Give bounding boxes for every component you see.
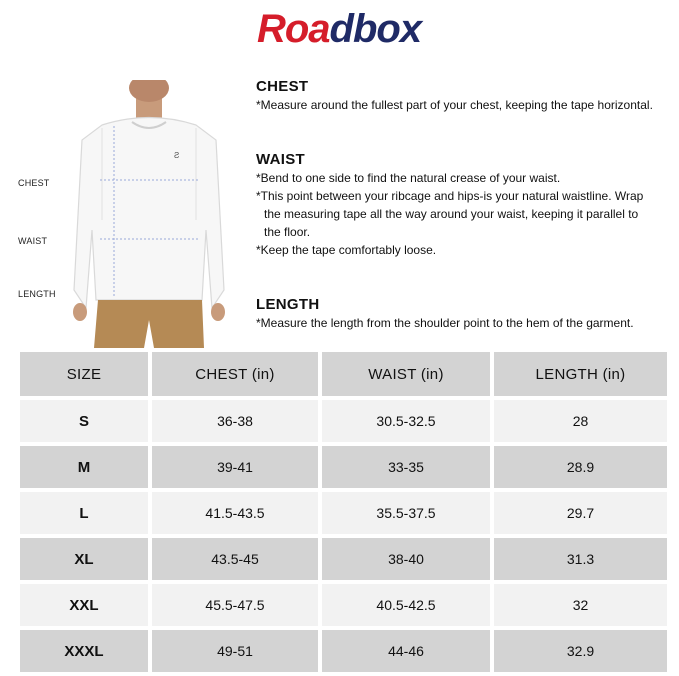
header-chest: CHEST (in) bbox=[152, 352, 318, 396]
cell-size: XXL bbox=[20, 584, 148, 626]
cell-length: 32.9 bbox=[494, 630, 667, 672]
table-header-row bbox=[20, 352, 667, 396]
waist-line-3: the measuring tape all the way around your waist, keeping it parallel to bbox=[264, 207, 639, 221]
waist-heading: WAIST bbox=[256, 151, 305, 168]
brand-logo-dbox: dbox bbox=[329, 7, 422, 51]
model-shirt bbox=[74, 118, 224, 309]
cell-length: 32 bbox=[494, 584, 667, 626]
chest-line-1: *Measure around the fullest part of your chest, keeping the tape horizontal. bbox=[256, 98, 653, 112]
cell-chest: 39-41 bbox=[152, 446, 318, 488]
waist-line-2: *This point between your ribcage and hips-is your natural waistline. Wrap bbox=[256, 189, 644, 203]
header-waist: WAIST (in) bbox=[322, 352, 490, 396]
model-figure bbox=[66, 80, 232, 348]
cell-waist: 38-40 bbox=[322, 538, 490, 580]
figure-label-waist: WAIST bbox=[18, 236, 48, 246]
header-size: SIZE bbox=[20, 352, 148, 396]
cell-size: M bbox=[20, 446, 148, 488]
cell-length: 28.9 bbox=[494, 446, 667, 488]
cell-waist: 35.5-37.5 bbox=[322, 492, 490, 534]
cell-length: 29.7 bbox=[494, 492, 667, 534]
table-row bbox=[20, 630, 667, 672]
cell-length: 28 bbox=[494, 400, 667, 442]
chest-instructions bbox=[256, 78, 676, 114]
cell-length: 31.3 bbox=[494, 538, 667, 580]
cell-size: L bbox=[20, 492, 148, 534]
table-row bbox=[20, 538, 667, 580]
cell-waist: 40.5-42.5 bbox=[322, 584, 490, 626]
cell-chest: 49-51 bbox=[152, 630, 318, 672]
cell-size: S bbox=[20, 400, 148, 442]
svg-text:Ƨ: Ƨ bbox=[174, 151, 180, 160]
cell-size: XL bbox=[20, 538, 148, 580]
table-row bbox=[20, 446, 667, 488]
table-row bbox=[20, 492, 667, 534]
table-row bbox=[20, 584, 667, 626]
table-row bbox=[20, 400, 667, 442]
cell-waist: 44-46 bbox=[322, 630, 490, 672]
header-length: LENGTH (in) bbox=[494, 352, 667, 396]
cell-size: XXXL bbox=[20, 630, 148, 672]
size-chart-table bbox=[16, 348, 671, 676]
cell-chest: 41.5-43.5 bbox=[152, 492, 318, 534]
brand-logo-roa: Roa bbox=[256, 7, 330, 51]
cell-waist: 30.5-32.5 bbox=[322, 400, 490, 442]
length-instructions bbox=[256, 296, 676, 332]
figure-label-length: LENGTH bbox=[18, 289, 56, 299]
cell-chest: 43.5-45 bbox=[152, 538, 318, 580]
cell-chest: 45.5-47.5 bbox=[152, 584, 318, 626]
brand-logo bbox=[0, 2, 679, 52]
cell-chest: 36-38 bbox=[152, 400, 318, 442]
length-heading: LENGTH bbox=[256, 296, 320, 313]
waist-line-4: the floor. bbox=[264, 225, 311, 239]
figure-label-chest: CHEST bbox=[18, 178, 50, 188]
cell-waist: 33-35 bbox=[322, 446, 490, 488]
chest-heading: CHEST bbox=[256, 78, 309, 95]
waist-line-5: *Keep the tape comfortably loose. bbox=[256, 243, 437, 257]
waist-line-1: *Bend to one side to find the natural crease of your waist. bbox=[256, 171, 561, 185]
svg-text:Roadbox bbox=[257, 7, 424, 51]
length-line-1: *Measure the length from the shoulder point to the hem of the garment. bbox=[256, 316, 634, 330]
waist-instructions bbox=[256, 151, 676, 259]
